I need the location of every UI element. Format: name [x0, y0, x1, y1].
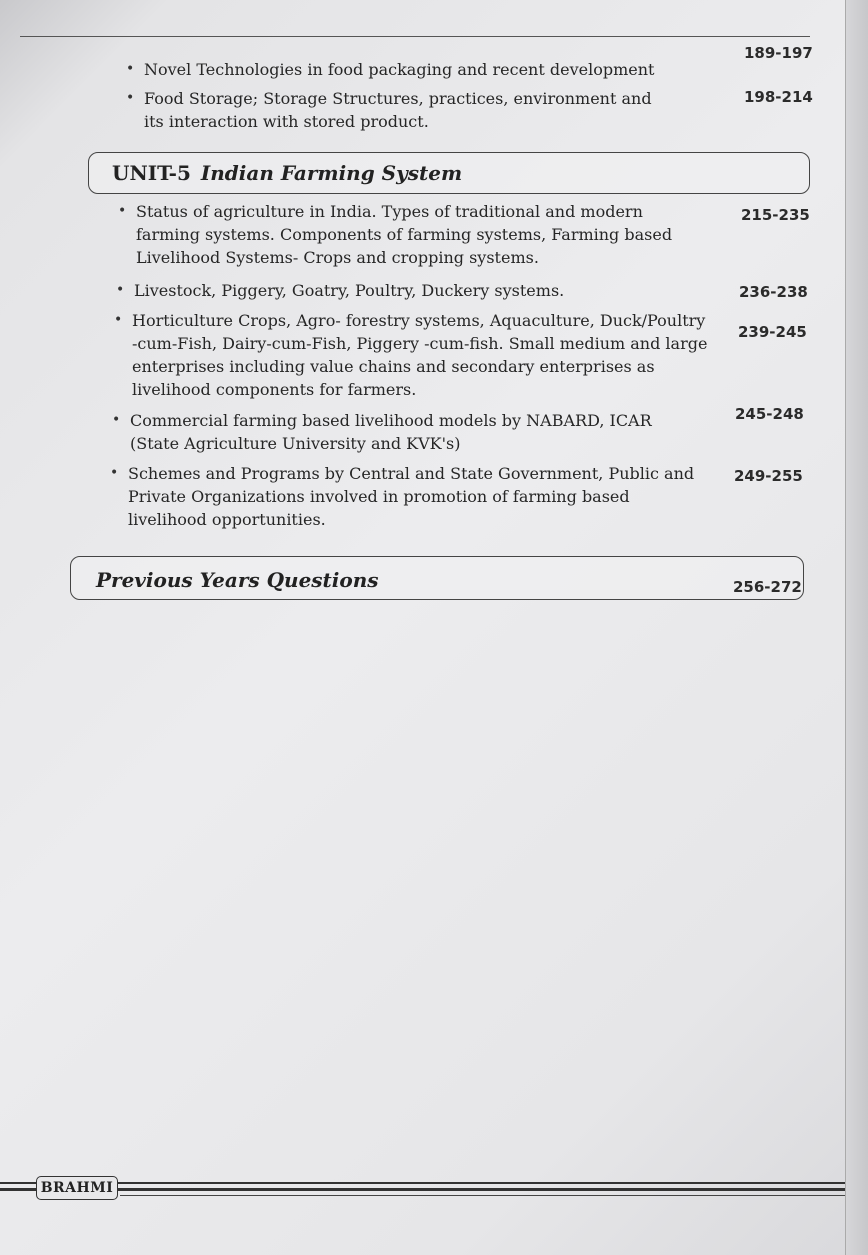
- bullet-icon: •: [112, 412, 121, 428]
- entry-text: Novel Technologies in food packaging and recent development: [144, 60, 655, 79]
- brand-logo: BRAHMI: [36, 1176, 118, 1200]
- page-range: 215-235: [741, 206, 810, 224]
- bullet-icon: •: [118, 203, 127, 219]
- page-range: 236-238: [739, 283, 808, 301]
- unit-title: Indian Farming System: [200, 161, 463, 185]
- list-item: [110, 462, 700, 531]
- list-item: [126, 87, 656, 133]
- footer-rule: [120, 1195, 850, 1196]
- footer-rule: [0, 1188, 850, 1191]
- bullet-icon: •: [126, 90, 135, 106]
- bullet-icon: •: [114, 312, 123, 328]
- list-item: [112, 409, 692, 455]
- list-item: [118, 200, 688, 269]
- bullet-icon: •: [116, 282, 125, 298]
- bullet-icon: •: [110, 465, 119, 481]
- entry-text: Food Storage; Storage Structures, practices, environment and its interaction with stored product.: [144, 89, 652, 131]
- list-item: [114, 309, 714, 401]
- page-range: 245-248: [735, 405, 804, 423]
- footer-rule: [0, 1182, 850, 1184]
- top-rule: [20, 36, 810, 37]
- entry-text: Schemes and Programs by Central and State Government, Public and Private Organizations involved in promotion of farming based livelihood opportunities.: [128, 464, 695, 529]
- entry-text: Commercial farming based livelihood models by NABARD, ICAR (State Agriculture University and KVK's): [130, 411, 652, 453]
- list-item: [126, 58, 686, 81]
- page-range: 239-245: [738, 323, 807, 341]
- page-range: 198-214: [744, 88, 813, 106]
- entry-text: Status of agriculture in India. Types of traditional and modern farming systems. Components of farming systems, Farming based Livelihood Systems- Crops and cropping systems.: [136, 202, 673, 267]
- entry-text: Horticulture Crops, Agro- forestry systems, Aquaculture, Duck/Poultry -cum-Fish, Dairy-cum-Fish, Piggery -cum-fish. Small medium and large enterprises including value chains and secondary enterprises as livelihood components for farmers.: [132, 311, 708, 399]
- previous-years-title: Previous Years Questions: [96, 568, 379, 592]
- list-item: [116, 279, 696, 302]
- entry-text: Livestock, Piggery, Goatry, Poultry, Duckery systems.: [134, 281, 565, 300]
- unit-label: UNIT-5: [112, 161, 191, 185]
- page-range: 249-255: [734, 467, 803, 485]
- footer-rules: [0, 1180, 850, 1200]
- bullet-icon: •: [126, 61, 135, 77]
- page-edge: [845, 0, 868, 1255]
- page-range: 256-272: [733, 578, 802, 596]
- unit-header: [112, 161, 462, 185]
- page-range: 189-197: [744, 44, 813, 62]
